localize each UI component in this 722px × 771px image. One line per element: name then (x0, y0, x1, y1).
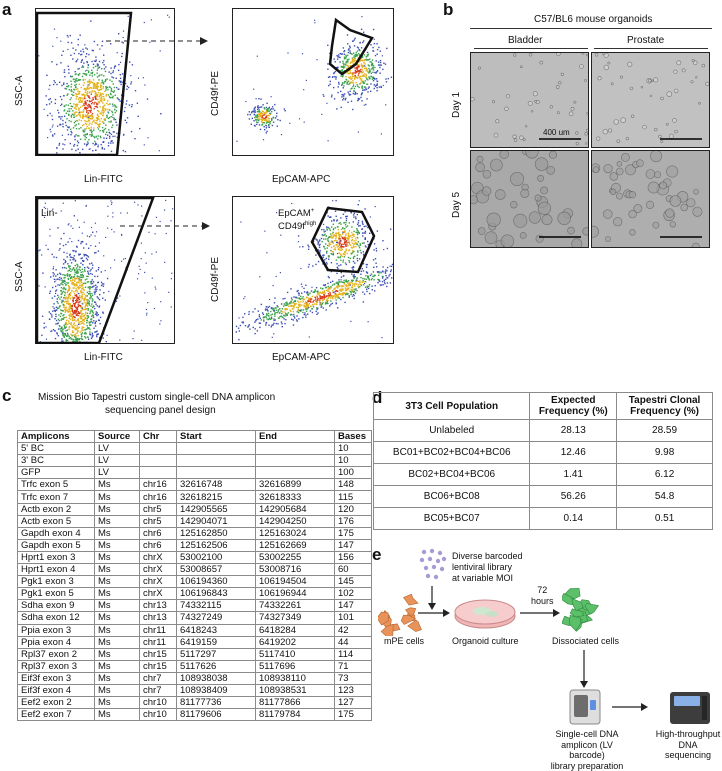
table-cell: Ms (95, 503, 140, 515)
table-cell: chr10 (140, 709, 177, 721)
col-rule-prostate (594, 48, 708, 49)
table-cell: 125162850 (177, 527, 256, 539)
table-cell: 10 (335, 455, 372, 467)
table-cell: 5' BC (18, 443, 95, 455)
table-row (18, 684, 372, 696)
table-cell: Ms (95, 648, 140, 660)
table-cell: BC01+BC02+BC04+BC06 (374, 442, 530, 464)
table-cell: Ms (95, 491, 140, 503)
table-cell: 60 (335, 564, 372, 576)
table-cell: chrX (140, 576, 177, 588)
table-cell: 175 (335, 709, 372, 721)
table-cell: Eif3f exon 4 (18, 684, 95, 696)
table-cell: Ms (95, 600, 140, 612)
table-cell: 53002100 (177, 551, 256, 563)
table-cell: chr5 (140, 515, 177, 527)
table-cell: 106194504 (256, 576, 335, 588)
gate-arrow-bottom (118, 221, 228, 231)
dissociated-cells-label: Dissociated cells (552, 636, 620, 646)
table-cell: chr11 (140, 636, 177, 648)
table-cell: Ms (95, 672, 140, 684)
row-label-day1: Day 1 (451, 91, 462, 118)
table-cell: 56.26 (530, 486, 617, 508)
table-cell: Sdha exon 12 (18, 612, 95, 624)
table-cell: 125162669 (256, 539, 335, 551)
arrow-dissociated-down (578, 650, 590, 690)
table-cell: 74327349 (256, 612, 335, 624)
table-cell: 81179606 (177, 709, 256, 721)
table-cell: Actb exon 2 (18, 503, 95, 515)
library-label-line2: lentiviral library (452, 562, 513, 572)
sequencing-label-line2: DNA sequencing (664, 739, 712, 760)
table-cell: 42 (335, 624, 372, 636)
col-label-prostate: Prostate (627, 35, 665, 46)
table-cell: Eif3f exon 3 (18, 672, 95, 684)
organoid-dish-icon (452, 596, 518, 632)
table-cell: 53008716 (256, 564, 335, 576)
table-cell: Ms (95, 697, 140, 709)
table-cell: chr16 (140, 491, 177, 503)
table-cell: 176 (335, 515, 372, 527)
table-row (18, 527, 372, 539)
table-cell (140, 443, 177, 455)
table-cell: 28.59 (617, 420, 713, 442)
dissociated-cells-icon (562, 588, 608, 634)
table-cell: 120 (335, 503, 372, 515)
library-label-line1: Diverse barcoded (452, 551, 523, 561)
table-cell: Ms (95, 551, 140, 563)
table-cell: Pgk1 exon 5 (18, 588, 95, 600)
table-cell: 71 (335, 660, 372, 672)
table-cell: 6418243 (177, 624, 256, 636)
col-label-bladder: Bladder (508, 35, 543, 46)
col-rule-bladder (474, 48, 588, 49)
table-cell: 108938531 (256, 684, 335, 696)
table-cell: chr7 (140, 672, 177, 684)
table-cell: Sdha exon 9 (18, 600, 95, 612)
col-header-chr: Chr (140, 431, 177, 443)
sequencing-label (655, 729, 721, 761)
table-cell: chrX (140, 551, 177, 563)
table-row (18, 467, 372, 479)
table-cell: chr13 (140, 600, 177, 612)
table-cell: Ms (95, 539, 140, 551)
gate-label-cd49f-text: CD49f (278, 221, 305, 233)
table-cell: 6.12 (617, 464, 713, 486)
panel-c-title-line1: Mission Bio Tapestri custom single-cell DNA amplicon (38, 392, 276, 403)
table-cell: 142905565 (177, 503, 256, 515)
table-cell: BC02+BC04+BC06 (374, 464, 530, 486)
xlabel-bottom-right: EpCAM-APC (272, 352, 331, 363)
table-cell: chr7 (140, 684, 177, 696)
table-cell: chr15 (140, 660, 177, 672)
micrograph-bladder-day1 (470, 52, 589, 148)
scdna-label-line3: library preparation (550, 760, 624, 771)
xlabel-top-left: Lin-FITC (84, 174, 123, 185)
table-cell: Ms (95, 624, 140, 636)
ylabel-top-right: CD49f-PE (210, 70, 221, 116)
table-cell (256, 455, 335, 467)
arrow-organoid-to-dissociated (520, 608, 562, 618)
table-cell: 32618215 (177, 491, 256, 503)
gate-label-epcam (278, 206, 316, 232)
table-cell: LV (95, 443, 140, 455)
table-cell: 28.13 (530, 420, 617, 442)
table-cell: 81179784 (256, 709, 335, 721)
table-cell: Ms (95, 612, 140, 624)
table-cell: chr5 (140, 503, 177, 515)
mpe-cells-label: mPE cells (384, 636, 425, 646)
library-label-line3: at variable MOI (452, 573, 514, 583)
arrow-to-sequencer (612, 702, 652, 712)
sequencing-label-line1: High-throughput (655, 729, 721, 739)
table-cell: 3' BC (18, 455, 95, 467)
table-row (374, 420, 713, 442)
panel-letter-b: b (443, 0, 454, 19)
table-cell: 5117696 (256, 660, 335, 672)
table-row (374, 442, 713, 464)
table-cell (177, 467, 256, 479)
table-cell: chr6 (140, 539, 177, 551)
table-cell: 32618333 (256, 491, 335, 503)
table-cell: 108938409 (177, 684, 256, 696)
panel-b-title-rule (470, 28, 712, 29)
table-cell (140, 455, 177, 467)
table-cell: Gapdh exon 5 (18, 539, 95, 551)
panel-letter-d: d (372, 388, 383, 407)
table-cell: Ms (95, 684, 140, 696)
table-cell: 127 (335, 697, 372, 709)
col-header-source: Source (95, 431, 140, 443)
table-cell: 6418284 (256, 624, 335, 636)
table-cell: Eef2 exon 2 (18, 697, 95, 709)
table-cell: Eef2 exon 7 (18, 709, 95, 721)
table-cell: 5117297 (177, 648, 256, 660)
table-row (374, 508, 713, 530)
library-label (452, 551, 523, 584)
table-cell: 74332261 (256, 600, 335, 612)
table-cell: Hprt1 exon 3 (18, 551, 95, 563)
ylabel-top-left: SSC-A (14, 75, 25, 106)
table-cell (177, 443, 256, 455)
table-cell: Ppia exon 3 (18, 624, 95, 636)
lentiviral-library-icon (418, 548, 448, 584)
table-cell: 101 (335, 612, 372, 624)
table-cell: Ms (95, 709, 140, 721)
col-header-bases: Bases (335, 431, 372, 443)
table-cell: Ms (95, 576, 140, 588)
table-cell: chrX (140, 564, 177, 576)
table-cell: 108938038 (177, 672, 256, 684)
micrograph-bladder-day5 (470, 150, 589, 248)
flow-plot-top-right (232, 8, 394, 156)
table-cell: 100 (335, 467, 372, 479)
flow-plot-top-left (35, 8, 175, 156)
amplicon-table (17, 430, 372, 721)
scdna-label-line1: Single-cell DNA (555, 729, 619, 739)
table-cell: 74332115 (177, 600, 256, 612)
arrow-mpe-to-organoid (418, 608, 452, 618)
table-row (18, 600, 372, 612)
xlabel-top-right: EpCAM-APC (272, 174, 331, 185)
table-cell: 106196944 (256, 588, 335, 600)
tapestri-instrument-icon (566, 688, 604, 726)
table-cell: 32616748 (177, 479, 256, 491)
col-header-expected: Expected Frequency (%) (530, 393, 617, 420)
hours-label-unit: hours (531, 596, 554, 606)
scdna-label-line2: amplicon (LV barcode) (561, 739, 613, 760)
table-row (18, 539, 372, 551)
table-cell: 106196843 (177, 588, 256, 600)
table-row (18, 660, 372, 672)
table-cell: Rpl37 exon 3 (18, 660, 95, 672)
micrograph-prostate-day5 (591, 150, 710, 248)
table-cell: 6419159 (177, 636, 256, 648)
table-cell: Hprt1 exon 4 (18, 564, 95, 576)
hours-label-value: 72 (537, 585, 548, 595)
table-cell (256, 443, 335, 455)
col-header-amplicons: Amplicons (18, 431, 95, 443)
panel-letter-c: c (2, 386, 12, 405)
table-cell: 125162506 (177, 539, 256, 551)
table-row (18, 697, 372, 709)
table-cell (177, 455, 256, 467)
table-cell: GFP (18, 467, 95, 479)
table-cell: Ms (95, 479, 140, 491)
gate-label-lin: Lin- (41, 208, 58, 219)
table-cell: Ms (95, 527, 140, 539)
col-header-end: End (256, 431, 335, 443)
table-row (18, 612, 372, 624)
table-row (18, 624, 372, 636)
gate-label-epcam-sup: + (310, 208, 315, 214)
table-cell: 106194360 (177, 576, 256, 588)
scale-bar-label: 400 um (543, 128, 570, 137)
table-cell: 32616899 (256, 479, 335, 491)
gate-label-epcam-text: EpCAM (278, 208, 311, 220)
table-cell: 5117626 (177, 660, 256, 672)
table-cell: 156 (335, 551, 372, 563)
table-cell: chr11 (140, 624, 177, 636)
table-cell: 142904071 (177, 515, 256, 527)
organoid-culture-label: Organoid culture (452, 636, 519, 646)
table-cell: 0.14 (530, 508, 617, 530)
scdna-label (544, 729, 630, 771)
table-cell: 44 (335, 636, 372, 648)
table-cell: chr13 (140, 612, 177, 624)
table-cell: chr6 (140, 527, 177, 539)
table-row (18, 672, 372, 684)
table-cell: Ppia exon 4 (18, 636, 95, 648)
table-cell: Pgk1 exon 3 (18, 576, 95, 588)
panel-c-title-line2: sequencing panel design (105, 405, 216, 416)
table-cell (140, 467, 177, 479)
table-cell: 9.98 (617, 442, 713, 464)
table-header-row (374, 393, 713, 420)
table-cell: chr16 (140, 479, 177, 491)
table-cell: Ms (95, 636, 140, 648)
gate-arrow-top (104, 36, 214, 46)
table-row (18, 515, 372, 527)
row-label-day5: Day 5 (451, 191, 462, 218)
table-cell: 145 (335, 576, 372, 588)
table-cell: 175 (335, 527, 372, 539)
xlabel-bottom-left: Lin-FITC (84, 352, 123, 363)
ylabel-bottom-left: SSC-A (14, 261, 25, 292)
table-row (18, 564, 372, 576)
mpe-cells-icon (378, 590, 422, 636)
table-cell: Trfc exon 7 (18, 491, 95, 503)
table-cell: Actb exon 5 (18, 515, 95, 527)
table-cell: 0.51 (617, 508, 713, 530)
col-header-tapestri: Tapestri Clonal Frequency (%) (617, 393, 713, 420)
table-cell: 108938110 (256, 672, 335, 684)
micrograph-prostate-day1 (591, 52, 710, 148)
table-cell: 53002255 (256, 551, 335, 563)
table-cell: 5117410 (256, 648, 335, 660)
sequencer-icon (668, 688, 714, 726)
table-cell: 74327249 (177, 612, 256, 624)
table-cell: 142905684 (256, 503, 335, 515)
table-row (374, 486, 713, 508)
table-cell: 125163024 (256, 527, 335, 539)
clonal-frequency-table (373, 392, 713, 530)
table-cell: Gapdh exon 4 (18, 527, 95, 539)
table-cell: Trfc exon 5 (18, 479, 95, 491)
table-cell: 12.46 (530, 442, 617, 464)
panel-b-title: C57/BL6 mouse organoids (534, 14, 653, 25)
table-cell: BC06+BC08 (374, 486, 530, 508)
table-cell: Ms (95, 660, 140, 672)
table-cell: Unlabeled (374, 420, 530, 442)
table-cell: 142904250 (256, 515, 335, 527)
table-header-row (18, 431, 372, 443)
table-row (18, 443, 372, 455)
table-row (18, 576, 372, 588)
table-cell: LV (95, 455, 140, 467)
table-cell: 53008657 (177, 564, 256, 576)
table-cell: chr15 (140, 648, 177, 660)
table-cell (256, 467, 335, 479)
table-cell: 114 (335, 648, 372, 660)
panel-letter-a: a (2, 0, 12, 19)
table-cell: Ms (95, 588, 140, 600)
table-cell: Ms (95, 564, 140, 576)
hours-label (531, 585, 554, 607)
table-cell: Rpl37 exon 2 (18, 648, 95, 660)
table-row (18, 455, 372, 467)
table-cell: 54.8 (617, 486, 713, 508)
table-cell: 6419202 (256, 636, 335, 648)
table-cell: BC05+BC07 (374, 508, 530, 530)
ylabel-bottom-right: CD49f-PE (210, 256, 221, 302)
table-cell: chrX (140, 588, 177, 600)
table-row (18, 551, 372, 563)
table-row (374, 464, 713, 486)
table-cell: chr10 (140, 697, 177, 709)
table-row (18, 491, 372, 503)
table-row (18, 588, 372, 600)
col-header-start: Start (177, 431, 256, 443)
gate-polygon (37, 198, 153, 343)
table-row (18, 709, 372, 721)
table-cell: Ms (95, 515, 140, 527)
table-cell: 81177866 (256, 697, 335, 709)
table-cell: 148 (335, 479, 372, 491)
table-row (18, 479, 372, 491)
table-cell: LV (95, 467, 140, 479)
table-cell: 10 (335, 443, 372, 455)
table-row (18, 648, 372, 660)
table-cell: 81177736 (177, 697, 256, 709)
table-row (18, 503, 372, 515)
table-cell: 1.41 (530, 464, 617, 486)
col-header-population: 3T3 Cell Population (374, 393, 530, 420)
table-cell: 102 (335, 588, 372, 600)
gate-label-cd49f-sup: high (304, 221, 317, 228)
table-cell: 115 (335, 491, 372, 503)
table-row (18, 636, 372, 648)
table-cell: 147 (335, 600, 372, 612)
panel-letter-e: e (372, 545, 382, 564)
table-cell: 73 (335, 672, 372, 684)
table-cell: 123 (335, 684, 372, 696)
table-cell: 147 (335, 539, 372, 551)
